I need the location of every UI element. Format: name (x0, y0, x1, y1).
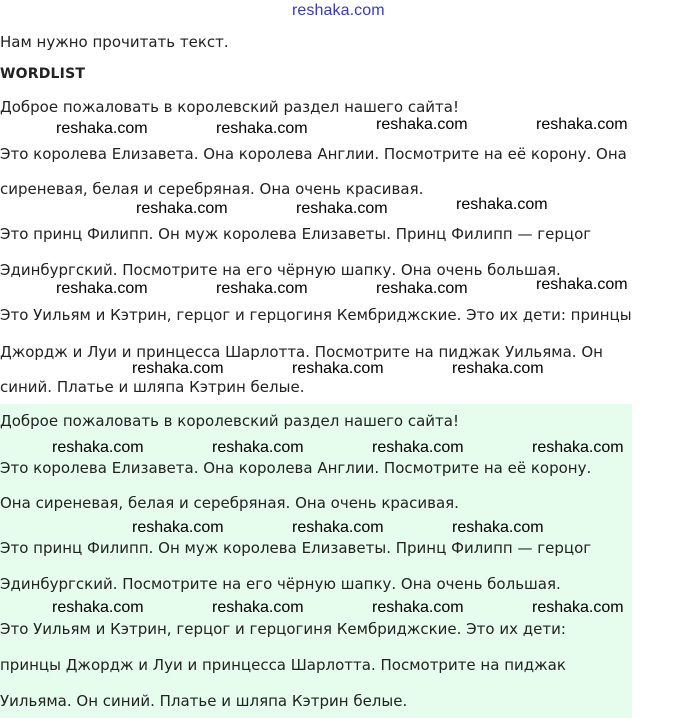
site-watermark: reshaka.com (292, 2, 385, 19)
watermark-text: reshaka.com (292, 519, 384, 536)
watermark-text: reshaka.com (296, 200, 388, 217)
watermark-text: reshaka.com (452, 519, 544, 536)
original-line-5: Эдинбургский. Посмотрите на его чёрную шапку. Она очень большая. (0, 261, 561, 279)
watermark-text: reshaka.com (536, 116, 628, 133)
watermark-text: reshaka.com (456, 196, 548, 213)
original-line-2: Это королева Елизавета. Она королева Англии. Посмотрите на её корону. Она (0, 145, 627, 163)
wordlist-heading: WORDLIST (0, 66, 86, 82)
watermark-text: reshaka.com (536, 276, 628, 293)
watermark-text: reshaka.com (372, 599, 464, 616)
watermark-text: reshaka.com (56, 280, 148, 297)
watermark-text: reshaka.com (452, 360, 544, 377)
highlighted-line-5: Эдинбургский. Посмотрите на его чёрную шапку. Она очень большая. (0, 575, 561, 593)
highlighted-line-4: Это принц Филипп. Он муж королева Елизаветы. Принц Филипп — герцог (0, 539, 592, 557)
watermark-text: reshaka.com (56, 120, 148, 137)
watermark-text: reshaka.com (376, 116, 468, 133)
watermark-text: reshaka.com (216, 120, 308, 137)
highlighted-line-7: принцы Джордж и Луи и принцесса Шарлотта. Посмотрите на пиджак (0, 656, 566, 674)
original-line-8: синий. Платье и шляпа Кэтрин белые. (0, 378, 305, 396)
highlighted-line-1: Доброе пожаловать в королевский раздел нашего сайта! (0, 412, 460, 430)
watermark-text: reshaka.com (372, 439, 464, 456)
watermark-text: reshaka.com (52, 599, 144, 616)
original-line-3: сиреневая, белая и серебряная. Она очень красивая. (0, 180, 424, 198)
watermark-text: reshaka.com (532, 439, 624, 456)
highlighted-line-3: Она сиреневая, белая и серебряная. Она очень красивая. (0, 494, 459, 512)
watermark-text: reshaka.com (212, 439, 304, 456)
watermark-text: reshaka.com (216, 280, 308, 297)
highlighted-line-8: Уильяма. Он синий. Платье и шляпа Кэтрин белые. (0, 692, 408, 710)
watermark-text: reshaka.com (132, 519, 224, 536)
watermark-text: reshaka.com (132, 360, 224, 377)
watermark-text: reshaka.com (136, 200, 228, 217)
original-line-1: Доброе пожаловать в королевский раздел нашего сайта! (0, 98, 460, 116)
intro-text: Нам нужно прочитать текст. (0, 33, 229, 51)
original-line-7: Джордж и Луи и принцесса Шарлотта. Посмотрите на пиджак Уильяма. Он (0, 343, 603, 361)
highlighted-line-6: Это Уильям и Кэтрин, герцог и герцогиня Кембриджские. Это их дети: (0, 620, 566, 638)
watermark-text: reshaka.com (52, 439, 144, 456)
highlighted-line-2: Это королева Елизавета. Она королева Англии. Посмотрите на её корону. (0, 459, 592, 477)
watermark-text: reshaka.com (292, 360, 384, 377)
original-line-4: Это принц Филипп. Он муж королева Елизаветы. Принц Филипп — герцог (0, 225, 592, 243)
original-line-6: Это Уильям и Кэтрин, герцог и герцогиня Кембриджские. Это их дети: принцы (0, 306, 632, 324)
watermark-text: reshaka.com (532, 599, 624, 616)
watermark-text: reshaka.com (212, 599, 304, 616)
watermark-text: reshaka.com (376, 280, 468, 297)
